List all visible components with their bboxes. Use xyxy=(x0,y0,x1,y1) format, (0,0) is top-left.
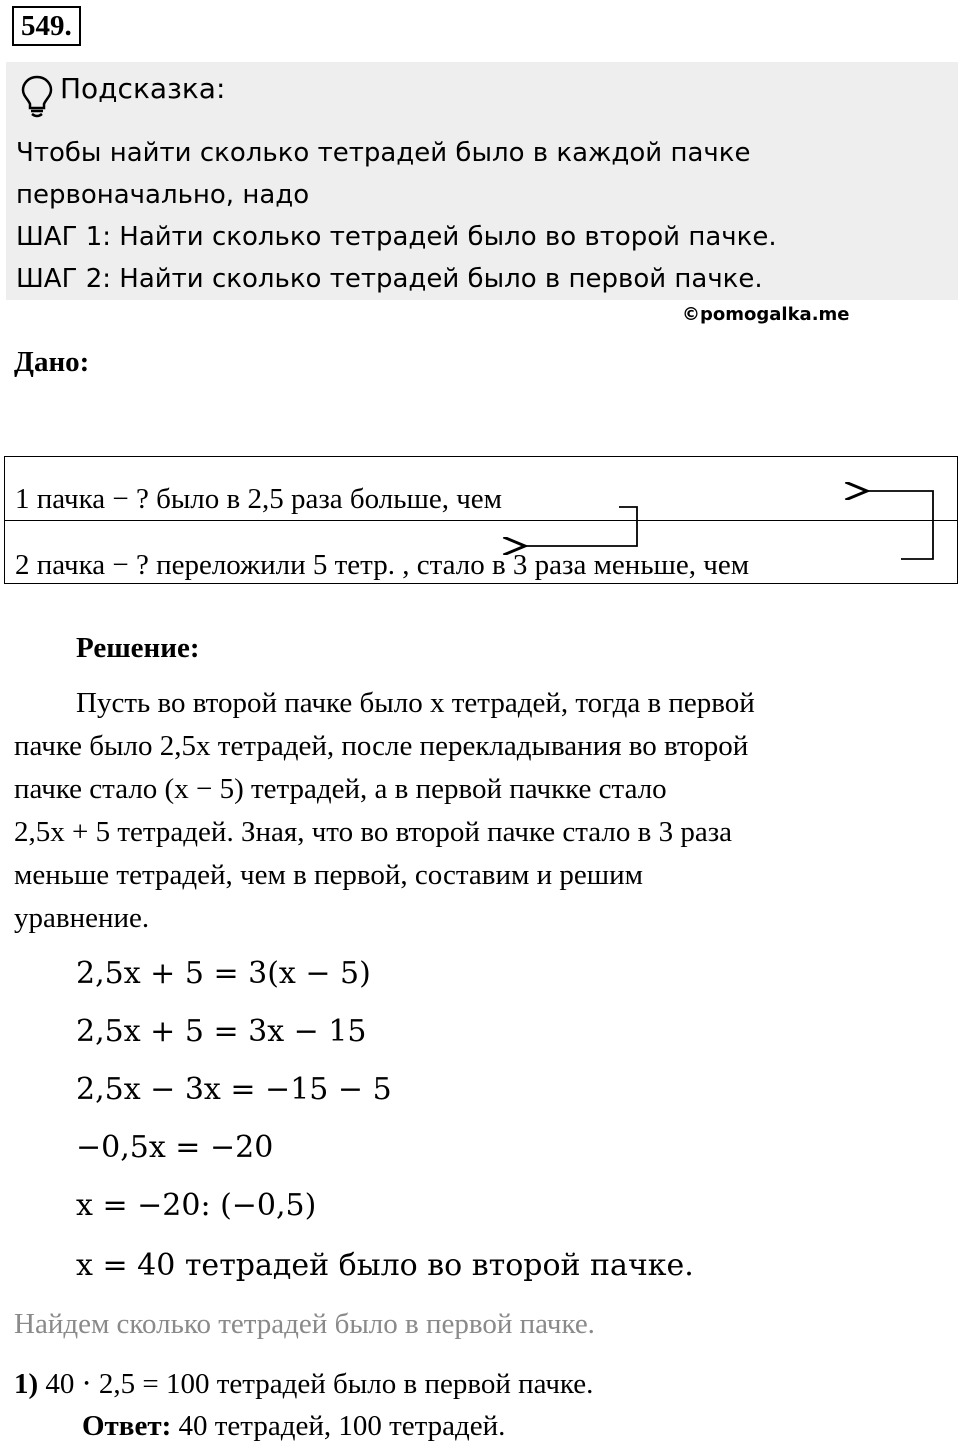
equation-1: 2,5x + 5 = 3(x − 5) xyxy=(76,956,371,991)
solution-paragraph xyxy=(14,682,914,940)
hint-step-1-text: Найти сколько тетрадей было во второй пачке. xyxy=(111,222,777,252)
paragraph-line-3: пачке стало (x − 5) тетрадей, а в первой пачкке стало xyxy=(14,773,667,805)
equation-5: x = −20: (−0,5) xyxy=(76,1188,317,1223)
find-first-note: Найдем сколько тетрадей было в первой пачке. xyxy=(14,1308,595,1340)
relation-arrows xyxy=(5,457,959,585)
given-title: Дано: xyxy=(14,346,90,378)
hint-box xyxy=(6,62,958,300)
equation-4: −0,5x = −20 xyxy=(76,1130,274,1165)
hint-body xyxy=(16,132,936,300)
lightbulb-icon xyxy=(20,74,54,118)
hint-line-1: Чтобы найти сколько тетрадей было в каждой пачке xyxy=(16,138,751,168)
answer xyxy=(82,1410,505,1443)
equation-2: 2,5x + 5 = 3x − 15 xyxy=(76,1014,367,1049)
step-1-text: 40 ⋅ 2,5 = 100 тетрадей было в первой пачке. xyxy=(38,1368,594,1400)
arrow-row1-to-row2 xyxy=(525,507,637,546)
given-row-2: 2 пачка − ? переложили 5 тетр. , стало в 3 раза меньше, чем xyxy=(15,549,750,581)
step-1 xyxy=(14,1366,593,1401)
hint-step-2-text: Найти сколько тетрадей было в первой пачке. xyxy=(111,264,763,294)
given-table xyxy=(4,456,958,584)
paragraph-line-6: уравнение. xyxy=(14,902,150,934)
problem-number: 549. xyxy=(12,6,81,46)
paragraph-line-1-text: Пусть во второй пачке было x тетрадей, тогда в первой xyxy=(76,687,755,719)
answer-text: 40 тетрадей, 100 тетрадей. xyxy=(171,1410,506,1442)
paragraph-line-4: 2,5x + 5 тетрадей. Зная, что во второй пачке стало в 3 раза xyxy=(14,816,733,848)
hint-title: Подсказка: xyxy=(60,72,226,105)
paragraph-line-2: пачке было 2,5x тетрадей, после перекладывания во второй xyxy=(14,730,749,762)
hint-step-1 xyxy=(16,216,936,258)
paragraph-line-5: меньше тетрадей, чем в первой, составим и решим xyxy=(14,859,643,891)
equation-6: x = 40 тетрадей было во второй пачке. xyxy=(76,1248,694,1283)
hint-step-2 xyxy=(16,258,936,300)
hint-step-2-label: ШАГ 2: xyxy=(16,264,112,294)
given-row-1: 1 пачка − ? было в 2,5 раза больше, чем xyxy=(15,483,502,515)
watermark: ©pomogalka.me xyxy=(682,304,850,325)
arrow-row2-to-row1 xyxy=(867,491,933,559)
solution-title: Решение: xyxy=(76,632,200,664)
paragraph-line-1 xyxy=(14,682,914,725)
step-1-label: 1) xyxy=(14,1368,39,1400)
hint-step-1-label: ШАГ 1: xyxy=(16,222,112,252)
answer-label: Ответ: xyxy=(82,1410,172,1442)
hint-line-2: первоначально, надо xyxy=(16,180,310,210)
equation-3: 2,5x − 3x = −15 − 5 xyxy=(76,1072,392,1107)
